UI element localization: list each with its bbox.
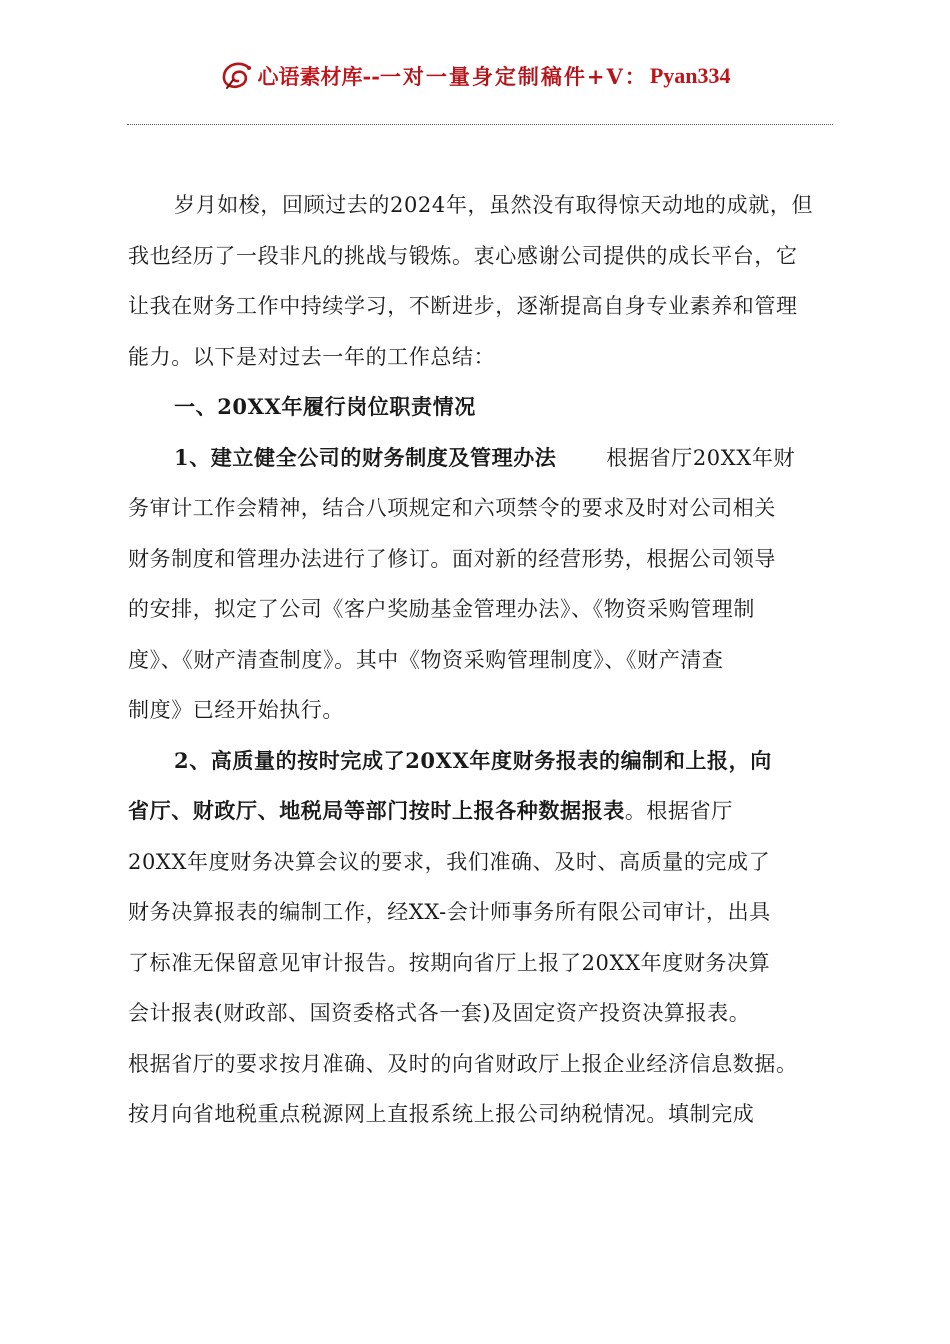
subsection-line <box>128 794 843 845</box>
paragraph-text: 。根据省厅 <box>624 799 733 823</box>
header-slogan: 一对一量身定制稿件+V： <box>379 64 648 89</box>
paragraph-line: 根据省厅的要求按月准确、及时的向省财政厅上报企业经济信息数据。 <box>128 1051 798 1076</box>
paragraph-line: 了标准无保留意见审计报告。按期向省厅上报了20XX年度财务决算 <box>128 950 771 975</box>
paragraph-line: 财务制度和管理办法进行了修订。面对新的经营形势，根据公司领导 <box>128 546 776 571</box>
paragraph-line: 让我在财务工作中持续学习，不断进步，逐渐提高自身专业素养和管理 <box>128 294 798 318</box>
paragraph-line: 我也经历了一段非凡的挑战与锻炼。衷心感谢公司提供的成长平台，它 <box>128 243 798 268</box>
header-banner <box>219 58 730 94</box>
paragraph-line: 按月向省地税重点税源网上直报系统上报公司纳税情况。填制完成 <box>128 1102 755 1126</box>
contact-id: Pyan334 <box>649 63 731 88</box>
paragraph-line: 的安排，拟定了公司《客户奖励基金管理办法》、《物资采购管理制 <box>128 597 755 621</box>
document-body <box>128 188 843 1148</box>
page-header <box>0 58 950 104</box>
paragraph-line: 财务决算报表的编制工作，经XX-会计师事务所有限公司审计，出具 <box>128 900 771 924</box>
paragraph-line: 度》、《财产清查制度》。其中《物资采购管理制度》、《财产清查 <box>128 647 724 672</box>
subsection-heading-cont: 省厅、财政厅、地税局等部门按时上报各种数据报表 <box>128 798 625 823</box>
subsection-line <box>128 441 843 492</box>
paragraph-text: 根据省厅20XX年财 <box>606 445 796 470</box>
brand-name: 心语素材库 <box>257 64 363 89</box>
swirl-logo-icon <box>219 58 255 94</box>
paragraph-line: 岁月如梭，回顾过去的2024年，虽然没有取得惊天动地的成就，但 <box>174 193 814 217</box>
header-separator: -- <box>362 63 380 89</box>
section-heading: 一、20XX年履行岗位职责情况 <box>174 394 476 419</box>
paragraph-line: 会计报表(财政部、国资委格式各一套)及固定资产投资决算报表。 <box>128 1001 751 1025</box>
paragraph-line: 能力。以下是对过去一年的工作总结： <box>128 344 496 369</box>
subsection-heading: 2、高质量的按时完成了20XX年度财务报表的编制和上报，向 <box>174 747 772 773</box>
subsection-heading: 1、建立健全公司的财务制度及管理办法 <box>174 444 557 470</box>
paragraph-line: 20XX年度财务决算会议的要求，我们准确、及时、高质量的完成了 <box>128 849 771 874</box>
header-divider <box>127 124 833 125</box>
paragraph-line: 制度》已经开始执行。 <box>128 698 344 722</box>
paragraph-line: 务审计工作会精神，结合八项规定和六项禁令的要求及时对公司相关 <box>128 496 776 520</box>
